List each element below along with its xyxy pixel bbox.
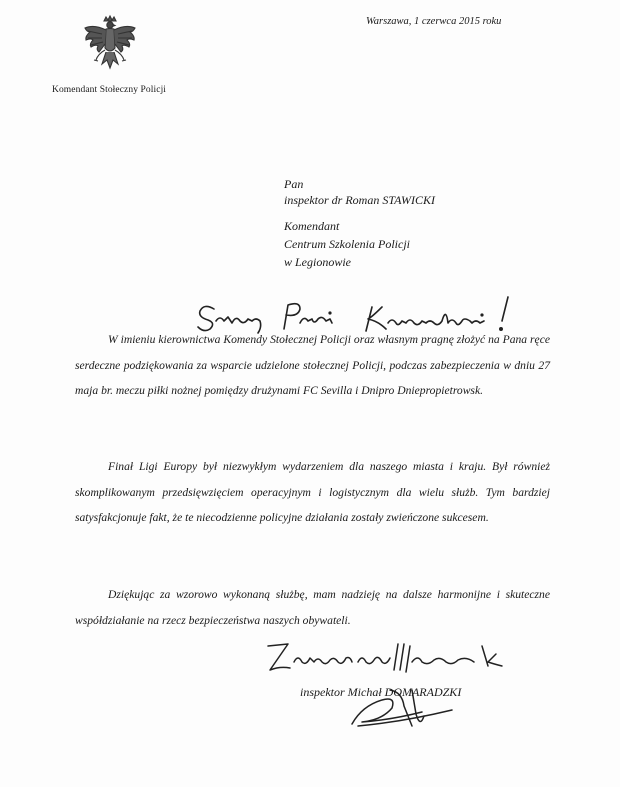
organization-name: Komendant Stołeczny Policji <box>52 85 167 95</box>
dateline: Warszawa, 1 czerwca 2015 roku <box>366 16 502 27</box>
paragraph-text: W imieniu kierownictwa Komendy Stołecznej Policji oraz własnym pragnę złożyć na Pana ręce serdeczne podziękowania za wsparcie udzielone stołecznej Policji, podczas zabezpieczenia w dniu 27 maja br. meczu piłki nożnej pomiędzy drużynami FC Sevilla i Dnipro Dniepropietrowsk. <box>75 333 550 397</box>
paragraph-text: Finał Ligi Europy był niezwykłym wydarzeniem dla naszego miasta i kraju. Był również skomplikowanym przedsięwzięciem operacyjnym i logistycznym dla wielu służb. Tym bardziej satysfakcjonuje fakt, że te niecodzienne policyjne działania zostały zwieńczone sukcesem. <box>75 460 550 524</box>
body-paragraph-1 <box>75 327 550 404</box>
body-paragraph-2 <box>75 454 550 531</box>
paragraph-text: Dziękując za wzorowo wykonaną służbę, mam nadzieję na dalsze harmonijne i skuteczne współdziałanie na rzecz bezpieczeństwa naszych obywateli. <box>75 588 550 627</box>
body-paragraph-3 <box>75 582 550 633</box>
signer-name: inspektor Michał DOMARADZKI <box>300 685 462 699</box>
recipient-location: w Legionowie <box>284 255 352 269</box>
recipient-salutation: Pan <box>284 177 304 191</box>
recipient-unit: Centrum Szkolenia Policji <box>284 237 410 251</box>
recipient-title: Komendant <box>284 219 340 233</box>
recipient-name: inspektor dr Roman STAWICKI <box>284 193 435 207</box>
polish-eagle-emblem-icon <box>80 14 140 78</box>
